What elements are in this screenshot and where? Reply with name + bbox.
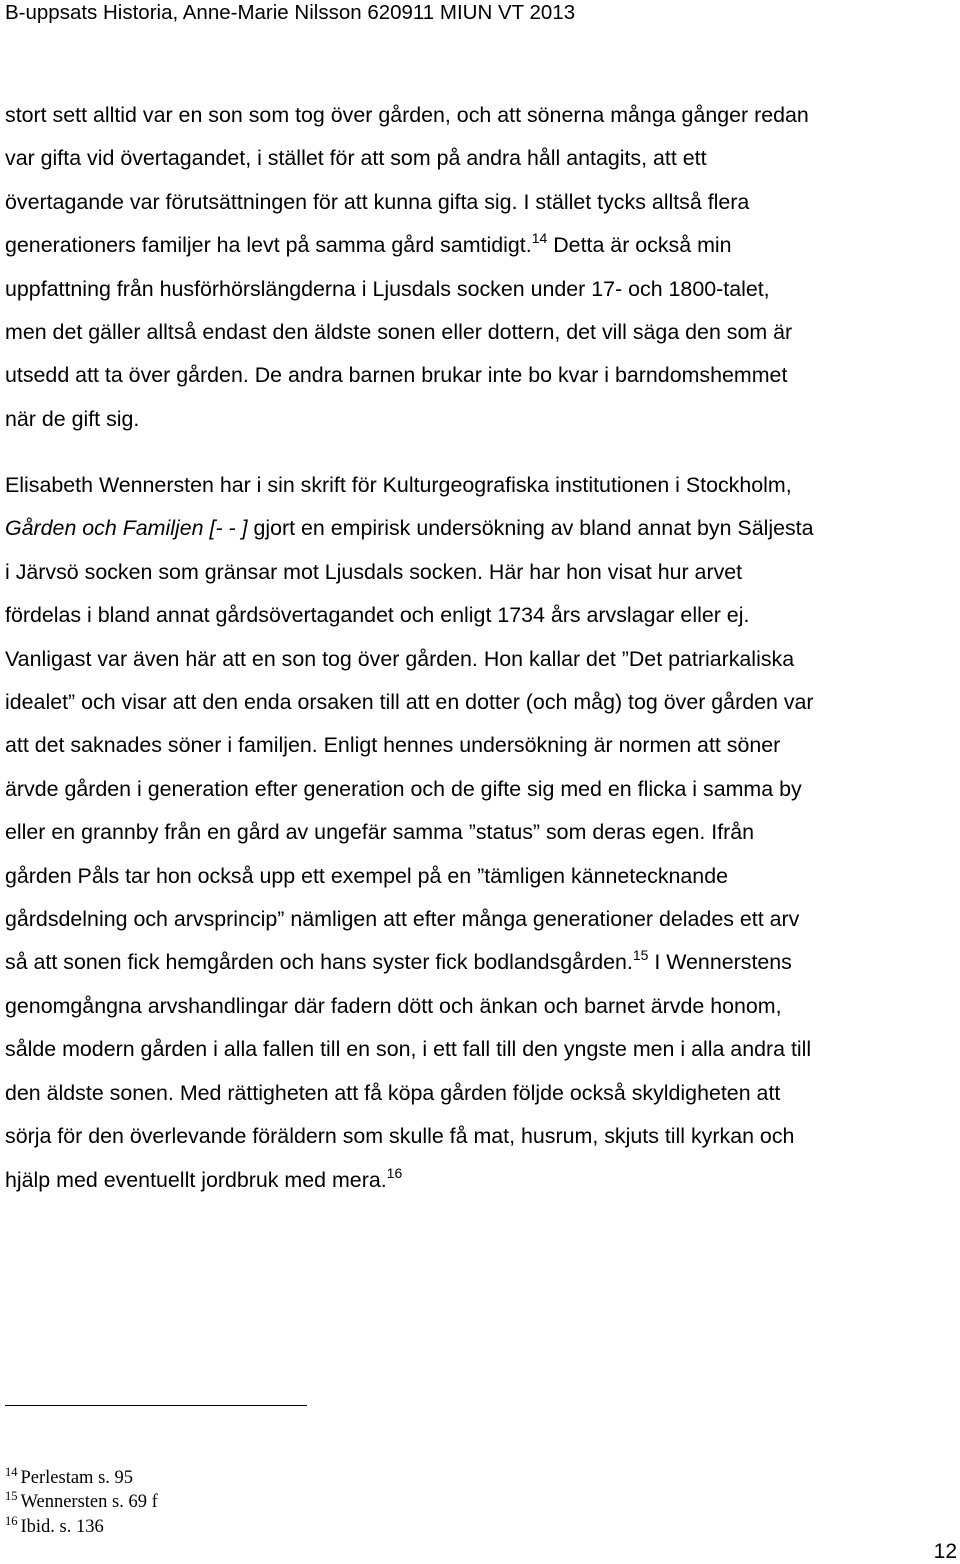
- text-line: idealet” och visar att den enda orsaken till att en dotter (och måg) tog över gården var: [5, 690, 814, 715]
- footnote-number: 14: [5, 1465, 18, 1479]
- text-line: så att sonen fick hemgården och hans syster fick bodlandsgården.$^{15}$ I Wennerstens: [5, 947, 792, 975]
- text-line: stort sett alltid var en son som tog över gården, och att sönerna många gånger redan: [5, 103, 809, 127]
- body-paragraph: [5, 94, 953, 441]
- text-line: gården Påls tar hon också upp ett exempel på en ”tämligen kännetecknande: [5, 863, 728, 888]
- text-line: när de gift sig.: [5, 406, 140, 431]
- text-line: genomgångna arvshandlingar där fadern dött och änkan och barnet ärvde honom,: [5, 993, 782, 1018]
- text-line: i Järvsö socken som gränsar mot Ljusdals socken. Här har hon visat hur arvet: [5, 559, 743, 584]
- footnote-reference[interactable]: 16: [386, 1164, 403, 1181]
- text-line: fördelas i bland annat gårdsövertagandet och enligt 1734 års arvslagar eller ej.: [5, 603, 750, 628]
- text-line: att det saknades söner i familjen. Enligt hennes undersökning är normen att söner: [5, 733, 781, 758]
- page-header: B-uppsats Historia, Anne-Marie Nilsson 620911 MIUN VT 2013: [5, 1, 576, 24]
- text-line: Gården och Familjen [- - ] gjort en empirisk undersökning av bland annat byn Säljesta: [5, 516, 814, 541]
- footnote-text: Wennersten s. 69 f: [20, 1492, 158, 1513]
- footnote: [5, 1515, 158, 1539]
- text-line: Vanligast var även här att en son tog över gården. Hon kallar det ”Det patriarkaliska: [5, 646, 795, 671]
- text-line: eller en grannby från en gård av ungefär samma ”status” som deras egen. Ifrån: [5, 820, 755, 845]
- text-line: men det gäller alltså endast den äldste sonen eller dottern, det vill säga den som är: [5, 320, 793, 345]
- text-line: övertagande var förutsättningen för att kunna gifta sig. I stället tycks alltså flera: [5, 189, 750, 214]
- text-line: hjälp med eventuellt jordbruk med mera.$^{16}$: [5, 1164, 403, 1192]
- footnote-reference[interactable]: 15: [632, 947, 649, 964]
- text-line: sålde modern gården i alla fallen till en son, i ett fall till den yngste men i alla andra till: [5, 1037, 812, 1062]
- footnote-text: Perlestam s. 95: [20, 1468, 134, 1488]
- footnote-number: 15: [5, 1489, 18, 1504]
- text-line: uppfattning från husförhörslängderna i Ljusdals socken under 17- och 1800-talet,: [5, 276, 770, 301]
- text-line: den äldste sonen. Med rättigheten att få köpa gården följde också skyldigheten att: [5, 1080, 781, 1105]
- text-line: utsedd att ta över gården. De andra barnen brukar inte bo kvar i barndomshemmet: [5, 363, 788, 388]
- footnote: [5, 1466, 158, 1490]
- footnote-number: 16: [5, 1513, 18, 1528]
- footnote-separator: [5, 1405, 307, 1406]
- footnote: [5, 1490, 158, 1514]
- text-line: generationers familjer ha levt på samma gård samtidigt.$^{14}$ Detta är också min: [5, 230, 732, 258]
- footnote-text: Ibid. s. 136: [20, 1516, 104, 1537]
- footnotes-section: [5, 1466, 158, 1539]
- book-title: Gården och Familjen [- - ]: [5, 516, 248, 541]
- text-line: gårdsdelning och arvsprincip” nämligen att efter många generationer delades ett arv: [5, 907, 800, 932]
- text-line: Elisabeth Wennersten har i sin skrift för Kulturgeografiska institutionen i Stockholm,: [5, 473, 792, 497]
- page-number: 12: [933, 1540, 957, 1563]
- body-paragraph: [5, 464, 953, 1202]
- text-line: var gifta vid övertagandet, i stället för att som på andra håll antagits, att ett: [5, 146, 707, 171]
- text-line: sörja för den överlevande föräldern som skulle få mat, husrum, skjuts till kyrkan och: [5, 1124, 795, 1149]
- text-line: ärvde gården i generation efter generation och de gifte sig med en flicka i samma by: [5, 776, 802, 801]
- footnote-reference[interactable]: 14: [531, 230, 548, 247]
